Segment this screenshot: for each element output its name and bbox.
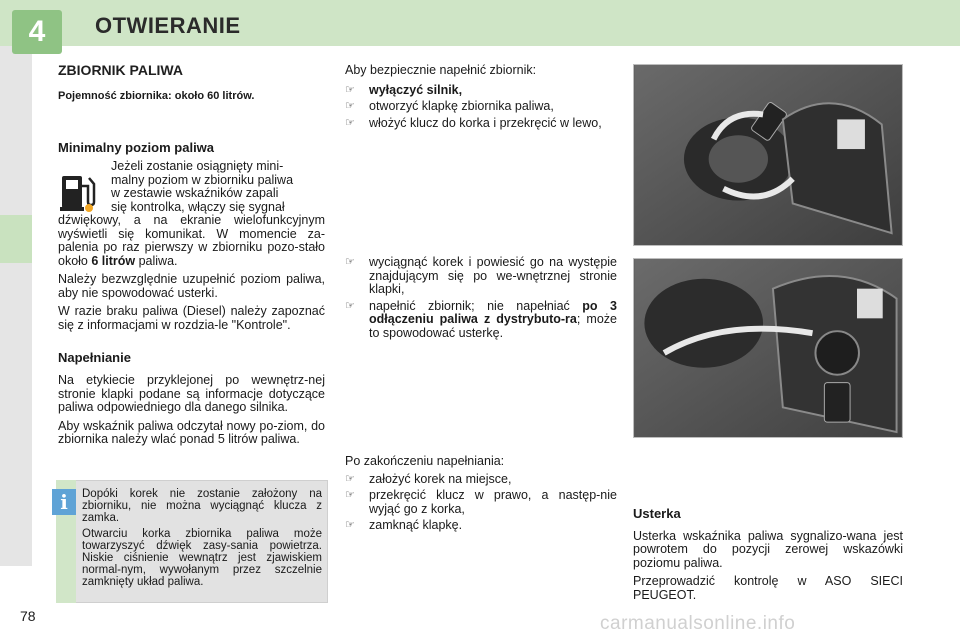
steps-intro: Aby bezpiecznie napełnić zbiornik: bbox=[345, 63, 537, 77]
fault-title: Usterka bbox=[633, 506, 681, 521]
step-5-pre: napełnić zbiornik; nie napełniać bbox=[369, 298, 583, 313]
bullet-icon: ☞ bbox=[345, 472, 355, 485]
refuel-p2: Aby wskaźnik paliwa odczytał nowy po-ziom, do zbiornika należy wlać ponad 5 litrów paliwa. bbox=[58, 418, 325, 446]
fault-p1: Usterka wskaźnika paliwa sygnalizo-wana jest powrotem do pozycji zerowej wskazówki poziomu paliwa. bbox=[633, 528, 903, 570]
step-3-text: włożyć klucz do korka i przekręcić w lewo, bbox=[369, 115, 602, 130]
step-5-text bbox=[369, 300, 617, 341]
bullet-icon: ☞ bbox=[345, 100, 355, 112]
bullet-icon: ☞ bbox=[345, 83, 355, 96]
after-1 bbox=[345, 473, 617, 487]
after-block bbox=[345, 455, 617, 533]
min-level-title bbox=[58, 140, 325, 155]
min-level-text bbox=[58, 160, 325, 332]
photo-open-cap bbox=[633, 64, 903, 246]
min-level-line-4: się kontrolka, włączy się sygnał bbox=[111, 199, 285, 214]
side-strip bbox=[0, 46, 32, 566]
bullet-icon: ☞ bbox=[345, 519, 355, 531]
after-3 bbox=[345, 519, 617, 533]
min-level-line-3: w zestawie wskaźników zapali bbox=[111, 186, 279, 200]
chapter-tab bbox=[0, 215, 32, 263]
page-number: 78 bbox=[20, 608, 36, 624]
after-3-text: zamknąć klapkę. bbox=[369, 518, 463, 532]
refuel-section bbox=[58, 350, 325, 447]
refuel-p1: Na etykiecie przyklejonej po wewnętrz-nej stronie klapki podane są informacje dotyczące paliwa odpowiedniego dla danego silnika. bbox=[58, 373, 325, 414]
after-2 bbox=[345, 489, 617, 516]
info-icon: i bbox=[52, 489, 76, 515]
info-text bbox=[82, 488, 322, 588]
steps-block bbox=[345, 64, 617, 130]
min-level-p2: Należy bezwzględnie uzupełnić poziom paliwa, aby nie spowodować usterki. bbox=[58, 272, 325, 300]
info-p1: Dopóki korek nie zostanie założony na zbiorniku, nie można wyciągnąć klucza z zamka. bbox=[82, 488, 322, 524]
min-level-bold: 6 litrów bbox=[91, 253, 136, 268]
step-2-text: otworzyć klapkę zbiornika paliwa, bbox=[369, 99, 554, 113]
step-3 bbox=[345, 117, 617, 131]
after-intro: Po zakończeniu napełniania: bbox=[345, 454, 505, 468]
step-4 bbox=[345, 256, 617, 297]
bullet-icon: ☞ bbox=[345, 256, 355, 268]
min-level-paragraph bbox=[58, 214, 325, 268]
step-5-post: ; może to spowodować usterkę. bbox=[369, 312, 617, 340]
chapter-title: OTWIERANIE bbox=[95, 13, 241, 38]
step-1-text: wyłączyć silnik, bbox=[369, 82, 463, 97]
chapter-number: 4 bbox=[12, 10, 62, 54]
photo-hanging-cap bbox=[633, 258, 903, 438]
min-level-tail: paliwa. bbox=[135, 253, 178, 268]
refuel-title: Napełnianie bbox=[58, 350, 131, 365]
tank-title: ZBIORNIK PALIWA bbox=[58, 62, 183, 78]
fault-section bbox=[633, 507, 903, 602]
step-4-text: wyciągnąć korek i powiesić go na występie znajdującym się po we-wnętrznej stronie klapki, bbox=[369, 255, 617, 296]
step-1 bbox=[345, 84, 617, 98]
info-p2: Otwarciu korka zbiornika paliwa może towarzyszyć dźwięk zasy-sania powietrza. Niskie ciśnienie wewnątrz jest zjawiskiem normal-nym, wywołanym przez szczelnie zamknięty układ paliwa. bbox=[82, 528, 322, 588]
min-level-line-2: malny poziom w zbiorniku paliwa bbox=[111, 172, 294, 187]
bullet-icon: ☞ bbox=[345, 299, 355, 312]
bullet-icon: ☞ bbox=[345, 116, 355, 129]
after-1-text: założyć korek na miejsce, bbox=[369, 471, 512, 486]
tank-section bbox=[58, 62, 325, 102]
step-2 bbox=[345, 100, 617, 114]
bullet-icon: ☞ bbox=[345, 489, 355, 501]
steps-block-2 bbox=[345, 253, 617, 340]
min-level-rest: dźwiękowy, a na ekranie wielofunkcyjnym wyświetli się komunikat. W momencie za-palenia po raz pierwszy w zbiorniku pozo-stało około bbox=[58, 213, 325, 268]
tank-capacity: Pojemność zbiornika: około 60 litrów. bbox=[58, 90, 255, 102]
after-2-text: przekręcić klucz w prawo, a następ-nie wyjąć go z korka, bbox=[369, 488, 617, 516]
fault-p2: Przeprowadzić kontrolę w ASO SIECI PEUGEOT. bbox=[633, 574, 903, 602]
min-level-heading: Minimalny poziom paliwa bbox=[58, 140, 215, 155]
min-level-p3: W razie braku paliwa (Diesel) należy zapoznać się z informacjami w rozdzia-le "Kontrole". bbox=[58, 304, 325, 332]
min-level-line-1: Jeżeli zostanie osiągnięty mini- bbox=[111, 159, 284, 173]
step-5-bold: po 3 odłączeniu paliwa z dystrybuto-ra bbox=[369, 298, 617, 326]
watermark: carmanualsonline.info bbox=[600, 613, 796, 634]
step-5 bbox=[345, 300, 617, 341]
